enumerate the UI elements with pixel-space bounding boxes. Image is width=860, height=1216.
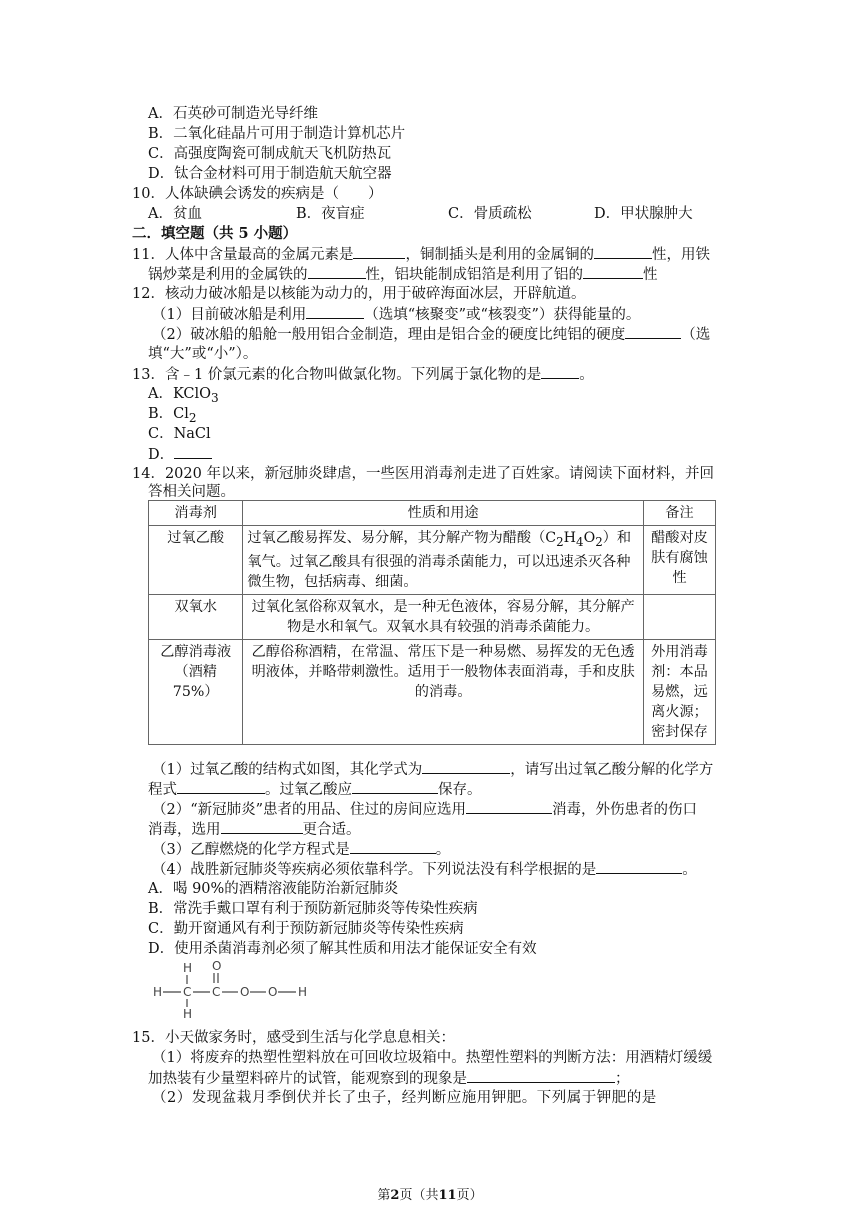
- q14-sub1-line2: [148, 779, 482, 800]
- q14-sub3-text-b: 。: [435, 842, 451, 858]
- q13-option-d: [148, 444, 212, 465]
- q14-sub1-text-e: 保存。: [438, 782, 482, 798]
- atom-h-right: H: [298, 985, 308, 999]
- q13-option-c: C．NaCl: [148, 426, 211, 442]
- row1-desc-c: O: [583, 530, 596, 546]
- footer-pre: 第: [377, 1188, 391, 1203]
- q11-blank-4[interactable]: [583, 264, 643, 279]
- q11-text-1: 11．人体中含量最高的金属元素是: [132, 247, 354, 263]
- q15-blank-1[interactable]: [467, 1068, 615, 1083]
- q12-sub1-text-a: （1）目前破冰船是利用: [152, 307, 307, 323]
- q9-option-b: B．二氧化硅晶片可用于制造计算机芯片: [148, 126, 406, 142]
- q9-option-a: A．石英砂可制造光导纤维: [148, 106, 318, 122]
- table-cell-name: 双氧水: [149, 594, 243, 639]
- peracetic-acid-structure: [150, 958, 330, 1020]
- q11-line1: [132, 244, 710, 265]
- q13-stem: [132, 364, 594, 385]
- q14-blank-room[interactable]: [466, 799, 552, 814]
- q14-option-c: C．勤开窗通风有利于预防新冠肺炎等传染性疾病: [148, 921, 464, 937]
- q11-blank-2[interactable]: [594, 244, 652, 259]
- q11-line2: [148, 264, 658, 285]
- row1-desc-d: ）和氧气。过氧乙酸具有很强的消毒杀菌能力，可以迅速杀灭各种微生物，包括病毒、细菌。: [247, 530, 632, 590]
- section-title: 二．填空题（共 5 小题）: [132, 225, 298, 242]
- q10-option-d: D．甲状腺肿大: [594, 206, 693, 222]
- q12-blank-2[interactable]: [625, 324, 681, 339]
- table-header-desc: 性质和用途: [243, 501, 644, 526]
- q11-text-5: 性，铝块能制成铝箔是利用了铝的: [365, 267, 583, 283]
- table-cell-name: 乙醇消毒液（酒精 75%）: [149, 639, 243, 744]
- atom-o1: O: [240, 985, 250, 999]
- atom-h-top: H: [183, 961, 193, 975]
- q9-option-c: C．高强度陶瓷可制成航天飞机防热瓦: [148, 146, 392, 162]
- row1-desc-sub3: 2: [595, 534, 603, 549]
- table-cell-note: [643, 594, 715, 639]
- q13-option-d-blank[interactable]: [174, 444, 212, 459]
- q12-stem: 12．核动力破冰船是以核能为动力的，用于破碎海面冰层，开辟航道。: [132, 286, 586, 302]
- q12-sub1: [152, 304, 640, 325]
- footer-total-pages: 11: [438, 1188, 457, 1203]
- q14-blank-science[interactable]: [596, 859, 682, 874]
- q14-sub1-text-b: ，请写出过氧乙酸分解的化学方: [510, 762, 714, 778]
- table-cell-name: 过氧乙酸: [149, 526, 243, 595]
- row1-desc-b: H: [563, 530, 577, 546]
- q10-option-a: A．贫血: [148, 206, 202, 222]
- table-cell-desc: [243, 526, 644, 595]
- row1-desc-sub2: 4: [576, 534, 584, 549]
- q12-sub2-cont: 填“大”或“小”）。: [148, 346, 258, 362]
- disinfectant-table: [148, 500, 716, 745]
- table-row: [149, 639, 716, 744]
- q14-sub2-line1: [152, 799, 697, 820]
- atom-c1: C: [183, 985, 192, 999]
- table-cell-note: 醋酸对皮肤有腐蚀性: [643, 526, 715, 595]
- q14-blank-equation[interactable]: [177, 779, 265, 794]
- q14-blank-wound[interactable]: [221, 819, 303, 834]
- q13-stem-text: 13．含﹣1 价氯元素的化合物叫做氯化物。下列属于氯化物的是: [132, 367, 542, 383]
- q14-blank-storage[interactable]: [352, 779, 438, 794]
- table-row: [149, 594, 716, 639]
- q14-blank-formula[interactable]: [422, 759, 510, 774]
- atom-o2: O: [268, 985, 278, 999]
- atom-h-left: H: [153, 985, 163, 999]
- q14-stem-1: 14．2020 年以来，新冠肺炎肆虐，一些医用消毒剂走进了百姓家。请阅读下面材料，并回: [132, 466, 714, 482]
- q13-blank[interactable]: [541, 364, 579, 379]
- q11-text-4: 锅炒菜是利用的金属铁的: [148, 267, 308, 283]
- q11-blank-1[interactable]: [353, 244, 405, 259]
- q14-option-d: D．使用杀菌消毒剂必须了解其性质和用法才能保证安全有效: [148, 941, 537, 957]
- q14-sub4-text-a: （4）战胜新冠肺炎等疾病必须依靠科学。下列说法没有科学根据的是: [152, 862, 597, 878]
- q13-option-a-text: A．KClO: [148, 386, 212, 402]
- q14-sub4: [152, 859, 697, 880]
- table-row: [149, 526, 716, 595]
- q14-sub1-text-d: 。过氧乙酸应: [265, 782, 352, 798]
- q14-option-a: A．喝 90%的酒精溶液能防治新冠肺炎: [148, 881, 399, 897]
- q14-sub2-line2: [148, 819, 361, 840]
- q14-sub4-text-b: 。: [682, 862, 697, 878]
- q11-text-3: 性，用铁: [651, 247, 710, 263]
- q14-option-b: B．常洗手戴口罩有利于预防新冠肺炎等传染性疾病: [148, 901, 478, 917]
- row1-desc-sub1: 2: [556, 534, 564, 549]
- q14-sub3-text-a: （3）乙醇燃烧的化学方程式是: [152, 842, 350, 858]
- q15-sub1-text-b: 加热装有少量塑料碎片的试管，能观察到的现象是: [148, 1071, 467, 1087]
- row1-desc-a: 过氧乙酸易挥发、易分解，其分解产物为醋酸（C: [247, 530, 557, 546]
- atom-h-bottom: H: [183, 1007, 193, 1020]
- q14-stem-2: 答相关问题。: [148, 484, 235, 500]
- atom-c2: C: [212, 985, 221, 999]
- footer-page-number: 2: [390, 1188, 400, 1203]
- footer-post: 页）: [456, 1188, 483, 1203]
- table-cell-desc: 乙醇俗称酒精，在常温、常压下是一种易燃、易挥发的无色透明液体，并略带刺激性。适用于一般物体表面消毒，手和皮肤的消毒。: [243, 639, 644, 744]
- q12-sub2: [152, 324, 710, 345]
- q15-sub1-line2: [148, 1068, 630, 1089]
- q9-option-d: D．钛合金材料可用于制造航天航空器: [148, 166, 392, 182]
- q12-blank-1[interactable]: [306, 304, 364, 319]
- q13-option-a-sub: 3: [211, 390, 219, 405]
- q12-sub2-text-b: （选: [681, 327, 711, 343]
- q14-sub2-text-c: 消毒，选用: [148, 822, 221, 838]
- q14-sub2-text-b: 消毒，外伤患者的伤口: [552, 802, 698, 818]
- q14-sub1-text-a: （1）过氧乙酸的结构式如图，其化学式为: [152, 762, 423, 778]
- q15-sub1-text-c: ；: [615, 1071, 630, 1087]
- q10-option-c: C．骨质疏松: [448, 206, 532, 222]
- q11-text-2: ，铜制插头是利用的金属铜的: [405, 247, 594, 263]
- q10-option-b: B．夜盲症: [296, 206, 365, 222]
- q14-blank-ethanol[interactable]: [350, 839, 436, 854]
- q11-text-6: 性: [643, 267, 658, 283]
- q13-option-d-text: D．: [148, 447, 175, 463]
- q15-sub1-line1: （1）将废弃的热塑性塑料放在可回收垃圾箱中。热塑性塑料的判断方法：用酒精灯缓缓: [152, 1050, 713, 1066]
- q12-sub2-text-a: （2）破冰船的船舱一般用铝合金制造，理由是铝合金的硬度比纯铝的硬度: [152, 327, 626, 343]
- footer-mid: 页（共: [399, 1188, 439, 1203]
- page-footer: [0, 1184, 860, 1203]
- atom-o-carbonyl: O: [212, 959, 222, 973]
- q14-sub1-line1: [152, 759, 713, 780]
- table-header-row: [149, 501, 716, 526]
- q15-stem: 15．小天做家务时，感受到生活与化学息息相关：: [132, 1030, 455, 1046]
- q14-sub2-text-a: （2）“新冠肺炎”患者的用品、住过的房间应选用: [152, 802, 467, 818]
- q14-sub3: [152, 839, 450, 860]
- q13-stem-end: 。: [579, 367, 594, 383]
- q15-sub2: （2）发现盆栽月季倒伏并长了虫子，经判断应施用钾肥。下列属于钾肥的是: [152, 1090, 657, 1106]
- table-header-note: 备注: [643, 501, 715, 526]
- q13-option-b-sub: 2: [188, 410, 197, 425]
- q10-stem: 10．人体缺碘会诱发的疾病是（ ）: [132, 186, 383, 202]
- table-header-name: 消毒剂: [149, 501, 243, 526]
- q14-sub1-text-c: 程式: [148, 782, 177, 798]
- q12-sub1-text-b: （选填“核聚变”或“核裂变”）获得能量的。: [364, 307, 641, 323]
- table-cell-note: 外用消毒剂：本品易燃，远离火源；密封保存: [643, 639, 715, 744]
- q11-blank-3[interactable]: [308, 264, 366, 279]
- table-cell-desc: 过氧化氢俗称双氧水，是一种无色液体，容易分解，其分解产物是水和氧气。双氧水具有较强的消毒杀菌能力。: [243, 594, 644, 639]
- q13-option-b-text: B．Cl: [148, 406, 189, 422]
- q14-sub2-text-d: 更合适。: [302, 822, 361, 838]
